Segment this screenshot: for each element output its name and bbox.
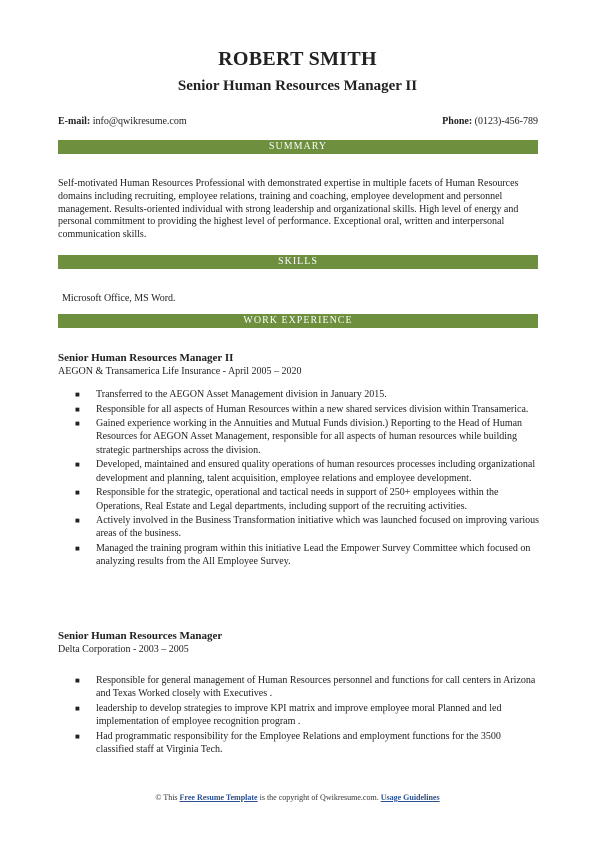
bullet-icon: ■ bbox=[75, 390, 80, 399]
job-bullet bbox=[75, 730, 540, 757]
phone-block bbox=[442, 116, 538, 127]
job-bullet-text: Transferred to the AEGON Asset Management division in January 2015. bbox=[96, 389, 387, 400]
job-bullet bbox=[75, 542, 540, 569]
bullet-icon: ■ bbox=[75, 460, 80, 470]
footer-copyright bbox=[0, 793, 595, 802]
job-bullet-text: Responsible for the strategic, operational and tactical needs in support of 250+ employees within the Operations, Real Estate and Legal departments, including support of the recruiting activities. bbox=[96, 487, 499, 512]
job-entry bbox=[58, 629, 540, 758]
job-bullet-text: Gained experience working in the Annuities and Mutual Funds division.) Reporting to the Head of Human Resources for AEGON Asset Management, responsible for all aspects of human resources while building strategic partnerships across the division. bbox=[96, 418, 523, 456]
candidate-name: ROBERT SMITH bbox=[218, 48, 377, 70]
bullet-icon: ■ bbox=[75, 488, 80, 498]
job-bullet bbox=[75, 458, 540, 485]
summary-text: Self-motivated Human Resources Professional with demonstrated expertise in multiple facets of Human Resources domains including recruiting, employee relations, training and coaching, employee development and personnel management. Results-oriented individual with strong leadership and organizational skills. High level of energy and personal commitment to providing the highest level of performance. Exceptional oral, written and interpersonal communication skills. bbox=[58, 178, 519, 241]
job-bullet-list bbox=[58, 674, 540, 756]
job-company-dates: Delta Corporation - 2003 – 2005 bbox=[58, 644, 189, 655]
job-bullet bbox=[75, 388, 540, 401]
footer-middle: is the copyright of Qwikresume.com. bbox=[257, 793, 381, 802]
email-label: E-mail: bbox=[58, 116, 91, 127]
bullet-icon: ■ bbox=[75, 544, 80, 554]
work-experience-section-header: WORK EXPERIENCE bbox=[58, 314, 538, 328]
footer-prefix: © This bbox=[155, 793, 180, 802]
phone-label: Phone: bbox=[442, 116, 473, 127]
candidate-title: Senior Human Resources Manager II bbox=[177, 78, 418, 94]
job-bullet bbox=[75, 486, 540, 513]
skills-text: Microsoft Office, MS Word. bbox=[62, 293, 176, 304]
job-bullet-text: Responsible for general management of Human Resources personnel and functions for call centers in Arizona and Texas Worked closely with Executives . bbox=[96, 675, 536, 700]
job-bullet-text: Managed the training program within this initiative Lead the Empower Survey Committee which focused on analyzing results from the All Employee Survey. bbox=[96, 543, 531, 568]
email-value[interactable]: info@qwikresume.com bbox=[92, 116, 187, 127]
job-bullet-text: Developed, maintained and ensured quality operations of human resources processes including organizational development and planning, talent acquisition, employee relations and employee development. bbox=[96, 459, 536, 484]
usage-guidelines-link[interactable]: Usage Guidelines bbox=[380, 793, 440, 802]
job-title: Senior Human Resources Manager bbox=[58, 630, 223, 642]
job-bullet bbox=[75, 674, 540, 701]
bullet-icon: ■ bbox=[75, 404, 80, 414]
job-bullet-text: Had programmatic responsibility for the Employee Relations and employment functions for the 3500 classified staff at Virginia Tech. bbox=[96, 730, 501, 756]
bullet-icon: ■ bbox=[75, 516, 80, 526]
bullet-icon: ■ bbox=[75, 676, 80, 685]
job-bullet bbox=[75, 702, 540, 729]
bullet-icon: ■ bbox=[75, 419, 80, 429]
job-entry bbox=[58, 351, 540, 570]
bullet-icon: ■ bbox=[75, 703, 80, 713]
bullet-icon: ■ bbox=[75, 731, 80, 741]
job-bullet bbox=[75, 514, 540, 541]
job-bullet-text: Actively involved in the Business Transformation initiative which was launched focused on improving various areas of the business. bbox=[96, 515, 539, 540]
job-bullet-text: leadership to develop strategies to improve KPI matrix and improve employee moral Planned and led implementation of employee recognition program . bbox=[96, 702, 502, 728]
skills-section-header: SKILLS bbox=[58, 255, 538, 269]
free-resume-template-link[interactable]: Free Resume Template bbox=[179, 793, 258, 802]
job-title: Senior Human Resources Manager II bbox=[58, 352, 234, 364]
job-bullet bbox=[75, 417, 540, 457]
summary-section-header: SUMMARY bbox=[58, 140, 538, 154]
email-block bbox=[58, 116, 187, 127]
job-bullet-list bbox=[58, 388, 540, 569]
job-company-dates: AEGON & Transamerica Life Insurance - April 2005 – 2020 bbox=[58, 366, 302, 377]
phone-value: (0123)-456-789 bbox=[474, 116, 538, 127]
job-bullet bbox=[75, 403, 540, 416]
job-bullet-text: Responsible for all aspects of Human Resources within a new shared services division within Transamerica. bbox=[96, 403, 529, 415]
